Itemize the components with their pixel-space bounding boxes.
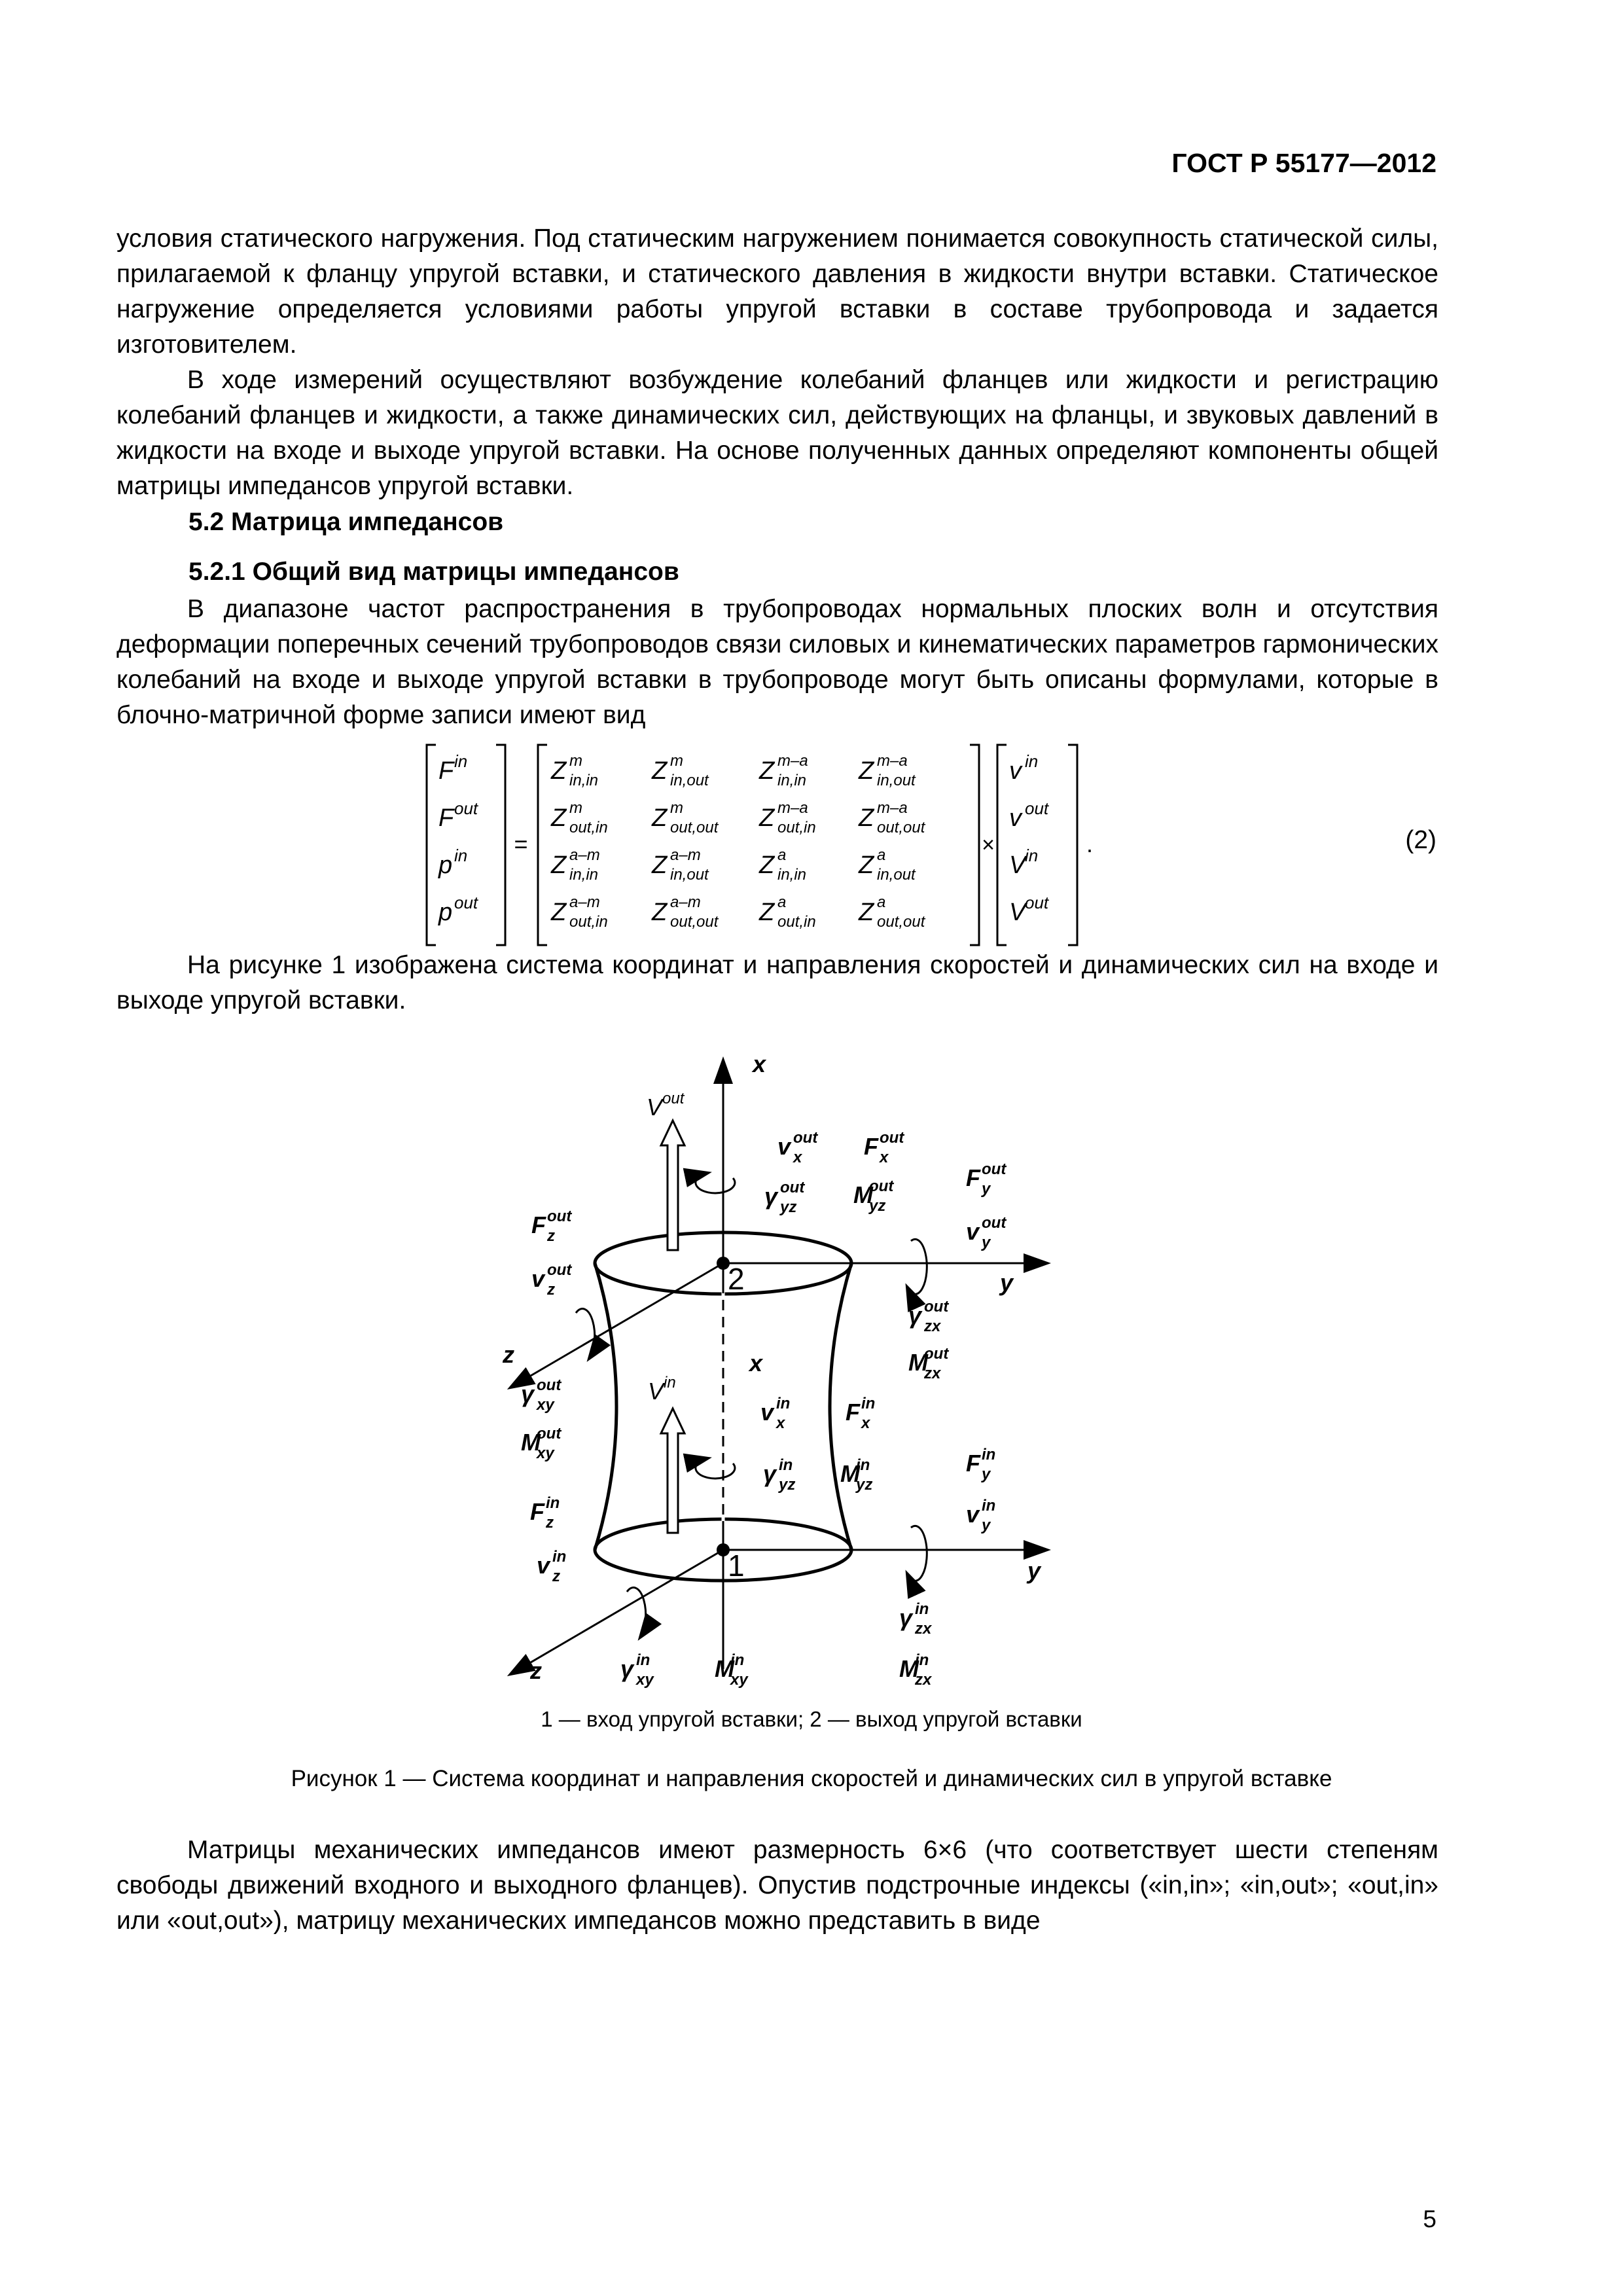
- matrix-cell-sub: out,in: [777, 913, 816, 931]
- matrix-cell-sub: in,in: [569, 866, 599, 884]
- label-gamma-yz-in: γ: [763, 1460, 777, 1487]
- gamma-yz-in-arc: [696, 1458, 735, 1479]
- axis-label-y-in: y: [1027, 1557, 1041, 1584]
- gamma-zx-out-arc: [907, 1239, 927, 1294]
- label-Fy-out-sup: out: [982, 1160, 1007, 1178]
- label-V-out-sup: out: [662, 1090, 685, 1107]
- label-Fz-in-sub: z: [546, 1514, 554, 1532]
- paragraph-4: [116, 948, 1438, 1018]
- matrix-cell-sup: m–a: [877, 752, 908, 770]
- label-Myz-out-sub: yz: [869, 1197, 886, 1215]
- matrix-cell-z: Z: [859, 899, 874, 926]
- impedance-equation: [419, 740, 1113, 950]
- figure-caption: Рисунок 1 — Система координат и направления скоростей и динамических сил в упругой вставке: [291, 1766, 1332, 1791]
- right-vector-sup: in: [1025, 751, 1039, 771]
- section-heading-5-2-1: 5.2.1 Общий вид матрицы импедансов: [188, 558, 679, 586]
- matrix-cell-sup: m: [569, 752, 582, 770]
- label-gamma-zx-in-sub: zx: [915, 1620, 932, 1638]
- equals-sign: =: [514, 831, 528, 857]
- right-vector-sup: out: [1025, 893, 1049, 912]
- matrix-cell-sup: a–m: [670, 893, 701, 911]
- matrix-cell-sup: m–a: [777, 799, 808, 817]
- matrix-cell-sup: a–m: [569, 893, 600, 911]
- paragraph-2: В ходе измерений осуществляют возбуждение колебаний фланцев или жидкости и регистрацию колебаний фланцев и жидкости, а также динамических сил, действующих на фланцы, и звуковых давлений в жидкости на входе и выходе упругой вставки. На основе полученных данных определяют компоненты общей матрицы импедансов упругой вставки.: [116, 366, 1438, 500]
- label-Myz-out: M: [853, 1181, 873, 1208]
- label-Fy-out-sub: y: [982, 1180, 991, 1198]
- label-vz-in-sub: z: [552, 1568, 560, 1585]
- label-Mzx-out: M: [908, 1349, 928, 1376]
- label-Myz-in-sub: yz: [856, 1476, 873, 1494]
- matrix-cell-z: Z: [652, 804, 668, 832]
- paragraph-text: На рисунке 1 изображена система координат и направления скоростей и динамических сил на входе и выходе упругой вставки.: [116, 951, 1438, 1014]
- label-vx-out-sub: x: [793, 1149, 802, 1166]
- label-Fz-out: F: [531, 1211, 546, 1238]
- label-Mxy-out: M: [521, 1429, 541, 1456]
- axis-label-x-inner: x: [749, 1350, 763, 1376]
- label-vz-out: v: [531, 1265, 545, 1292]
- right-vector-sup: in: [1025, 846, 1039, 865]
- label-vz-out-sup: out: [547, 1261, 572, 1279]
- matrix-cell-z: Z: [652, 757, 668, 785]
- coordinate-system-figure: [471, 1047, 1086, 1702]
- label-Fy-in: F: [966, 1450, 980, 1477]
- matrix-cell-sub: out,out: [670, 913, 719, 931]
- label-vz-in-sup: in: [552, 1548, 567, 1566]
- matrix-cell-z: Z: [759, 757, 775, 785]
- label-gamma-yz-out-sub: yz: [780, 1198, 797, 1216]
- matrix-cell-z: Z: [759, 899, 775, 926]
- label-vz-out-sub: z: [547, 1281, 555, 1299]
- paragraph-5: [116, 1833, 1438, 1939]
- matrix-cell-z: Z: [551, 757, 567, 785]
- label-gamma-zx-in: γ: [899, 1604, 913, 1631]
- label-Fz-in-sup: in: [546, 1494, 560, 1512]
- matrix-cell-z: Z: [652, 899, 668, 926]
- label-gamma-xy-in-sup: in: [636, 1651, 651, 1669]
- label-Mxy-in-sup: in: [730, 1651, 745, 1669]
- left-vector-sup: out: [454, 798, 478, 818]
- paragraph-3: [116, 592, 1438, 733]
- velocity-in-arrow: [661, 1408, 685, 1533]
- velocity-out-arrow: [661, 1121, 685, 1250]
- label-Fy-in-sup: in: [982, 1446, 996, 1463]
- left-wall: [595, 1263, 616, 1550]
- paragraph-text: условия статического нагружения. Под статическим нагружением понимается совокупность статической силы, прилагаемой к фланцу упругой вставки, и статического давления в жидкости внутри вставки. Статическое нагружение определяется условиями работы упругой вставки в составе трубопровода и задается изготовителем.: [116, 224, 1438, 359]
- gamma-xy-out-arc: [576, 1309, 595, 1359]
- label-Mzx-in-sub: zx: [915, 1671, 932, 1689]
- label-vx-in-sub: x: [776, 1414, 785, 1432]
- matrix-cell-z: Z: [551, 899, 567, 926]
- label-vy-out: v: [966, 1218, 980, 1245]
- label-vy-in-sup: in: [982, 1497, 996, 1515]
- matrix-cell-sub: in,in: [777, 772, 807, 789]
- label-V-in: V: [648, 1378, 664, 1405]
- matrix-cell-sub: out,out: [877, 819, 925, 836]
- gamma-yz-out-arc: [696, 1173, 735, 1193]
- times-sign: ×: [982, 833, 995, 857]
- matrix-cell-sup: a: [877, 846, 886, 864]
- label-Mxy-in-sub: xy: [730, 1671, 748, 1689]
- label-Fy-in-sub: y: [982, 1465, 991, 1483]
- label-V-out: V: [647, 1094, 663, 1121]
- matrix-cell-z: Z: [551, 852, 567, 879]
- label-Myz-in: M: [840, 1460, 860, 1487]
- label-Fz-in: F: [530, 1498, 544, 1525]
- label-Fx-in-sup: in: [861, 1395, 876, 1412]
- label-Fz-out-sup: out: [547, 1208, 572, 1225]
- label-vx-in: v: [760, 1399, 774, 1426]
- matrix-cell-sup: m–a: [777, 752, 808, 770]
- label-Mxy-in: M: [715, 1655, 734, 1682]
- left-vector-sup: in: [454, 751, 468, 771]
- equation-number: (2): [1405, 826, 1436, 854]
- matrix-cell-z: Z: [759, 804, 775, 832]
- matrix-cell-sub: in,in: [777, 866, 807, 884]
- label-gamma-yz-out: γ: [764, 1183, 778, 1210]
- section-heading-5-2: 5.2 Матрица импедансов: [188, 508, 504, 536]
- matrix-cell-sub: out,out: [670, 819, 719, 836]
- label-gamma-zx-out: γ: [908, 1302, 922, 1329]
- label-gamma-yz-in-sub: yz: [779, 1476, 796, 1494]
- label-vz-in: v: [537, 1552, 550, 1579]
- matrix-cell-z: Z: [859, 757, 874, 785]
- left-vector-entry: F: [438, 757, 454, 785]
- label-vy-in: v: [966, 1501, 980, 1528]
- matrix-cell-sub: in,out: [670, 772, 709, 789]
- label-Myz-out-sup: out: [869, 1177, 894, 1195]
- label-Fx-in-sub: x: [861, 1414, 870, 1432]
- matrix-cell-sub: in,out: [877, 772, 916, 789]
- matrix-cell-sup: m: [670, 799, 683, 817]
- matrix-cell-z: Z: [859, 852, 874, 879]
- matrix-cell-z: Z: [759, 852, 775, 879]
- label-vy-out-sub: y: [982, 1234, 991, 1251]
- matrix-cell-sub: in,out: [670, 866, 709, 884]
- label-V-in-sup: in: [664, 1374, 676, 1391]
- label-gamma-zx-in-sup: in: [915, 1600, 929, 1618]
- label-Fx-out-sub: x: [880, 1149, 889, 1166]
- label-Fx-out: F: [864, 1133, 878, 1160]
- matrix-cell-sub: out,out: [877, 913, 925, 931]
- left-vector-sup: in: [454, 846, 468, 865]
- matrix-cell-sub: out,in: [777, 819, 816, 836]
- matrix-cell-sup: m–a: [877, 799, 908, 817]
- matrix-cell-sup: m: [569, 799, 582, 817]
- label-Mxy-out-sub: xy: [537, 1444, 554, 1462]
- left-vector-sup: out: [454, 893, 478, 912]
- label-gamma-xy-in-sub: xy: [636, 1671, 654, 1689]
- matrix-cell-sub: out,in: [569, 819, 608, 836]
- label-Myz-in-sup: in: [856, 1456, 870, 1474]
- gamma-xy-in-arc: [627, 1588, 646, 1638]
- gamma-zx-in-arc: [907, 1526, 927, 1581]
- label-gamma-xy-out-sub: xy: [537, 1396, 554, 1414]
- right-vector-entry: V: [1009, 899, 1026, 926]
- axis-label-z-out: z: [503, 1341, 514, 1368]
- point-label-2: 2: [728, 1262, 745, 1296]
- label-gamma-xy-out: γ: [521, 1380, 535, 1407]
- page-number: 5: [1423, 2206, 1436, 2233]
- left-vector-entry: p: [438, 899, 453, 926]
- label-gamma-zx-out-sup: out: [924, 1298, 949, 1316]
- right-vector-entry: V: [1009, 852, 1026, 879]
- document-header: ГОСТ Р 55177—2012: [1171, 148, 1436, 178]
- paragraph-1: [116, 221, 1438, 504]
- matrix-cell-sup: a–m: [569, 846, 600, 864]
- left-vector-entry: F: [438, 804, 454, 832]
- label-Mxy-out-sup: out: [537, 1425, 562, 1443]
- label-vx-out-sup: out: [793, 1129, 818, 1147]
- label-gamma-yz-out-sup: out: [780, 1179, 805, 1196]
- matrix-cell-z: Z: [859, 804, 874, 832]
- label-vx-out: v: [777, 1133, 791, 1160]
- label-vy-out-sup: out: [982, 1214, 1007, 1232]
- matrix-cell-sup: a: [777, 846, 787, 864]
- paragraph-text: В диапазоне частот распространения в трубопроводах нормальных плоских волн и отсутствия деформации поперечных сечений трубопроводов связи силовых и кинематических параметров гармонических колебаний на входе и выходе упругой вставки в трубопроводе могут быть описаны формулами, которые в блочно-матричной форме записи имеют вид: [116, 595, 1438, 729]
- matrix-cell-z: Z: [551, 804, 567, 832]
- right-vector-entry: v: [1009, 757, 1022, 785]
- label-Fy-out: F: [966, 1164, 980, 1191]
- right-vector-sup: out: [1025, 798, 1049, 818]
- label-gamma-zx-out-sub: zx: [924, 1318, 941, 1335]
- matrix-cell-sub: in,out: [877, 866, 916, 884]
- matrix-cell-sup: m: [670, 752, 683, 770]
- right-vector-entry: v: [1009, 804, 1022, 832]
- label-gamma-xy-in: γ: [620, 1655, 634, 1682]
- matrix-cell-z: Z: [652, 852, 668, 879]
- left-vector-entry: p: [438, 852, 453, 879]
- label-gamma-yz-in-sup: in: [779, 1456, 793, 1474]
- label-Mzx-in: M: [899, 1655, 919, 1682]
- label-Fz-out-sub: z: [547, 1227, 555, 1245]
- paragraph-text: Матрицы механических импедансов имеют размерность 6×6 (что соответствует шести степеням свободы движений входного и выходного фланцев). Опустив подстрочные индексы («in,in»; «in,out»; «out,in» или «out,out»), матрицу механических импедансов можно представить в виде: [116, 1836, 1438, 1935]
- matrix-cell-sub: in,in: [569, 772, 599, 789]
- point-label-1: 1: [728, 1549, 745, 1583]
- label-Mzx-out-sub: zx: [924, 1365, 941, 1382]
- axis-label-y-out: y: [1000, 1269, 1014, 1296]
- label-Mzx-in-sup: in: [915, 1651, 929, 1669]
- label-Mzx-out-sup: out: [924, 1345, 949, 1363]
- label-vx-in-sup: in: [776, 1395, 791, 1412]
- label-vy-in-sub: y: [982, 1516, 991, 1534]
- label-gamma-xy-out-sup: out: [537, 1376, 562, 1394]
- label-Fx-in: F: [846, 1399, 860, 1426]
- axis-label-x: x: [753, 1050, 766, 1077]
- matrix-cell-sup: a: [877, 893, 886, 911]
- matrix-cell-sup: a–m: [670, 846, 701, 864]
- label-Fx-out-sup: out: [880, 1129, 904, 1147]
- axis-label-z-in: z: [530, 1657, 542, 1684]
- matrix-cell-sub: out,in: [569, 913, 608, 931]
- figure-legend: 1 — вход упругой вставки; 2 — выход упругой вставки: [541, 1707, 1082, 1731]
- matrix-cell-sup: a: [777, 893, 787, 911]
- equation-period: .: [1086, 831, 1094, 857]
